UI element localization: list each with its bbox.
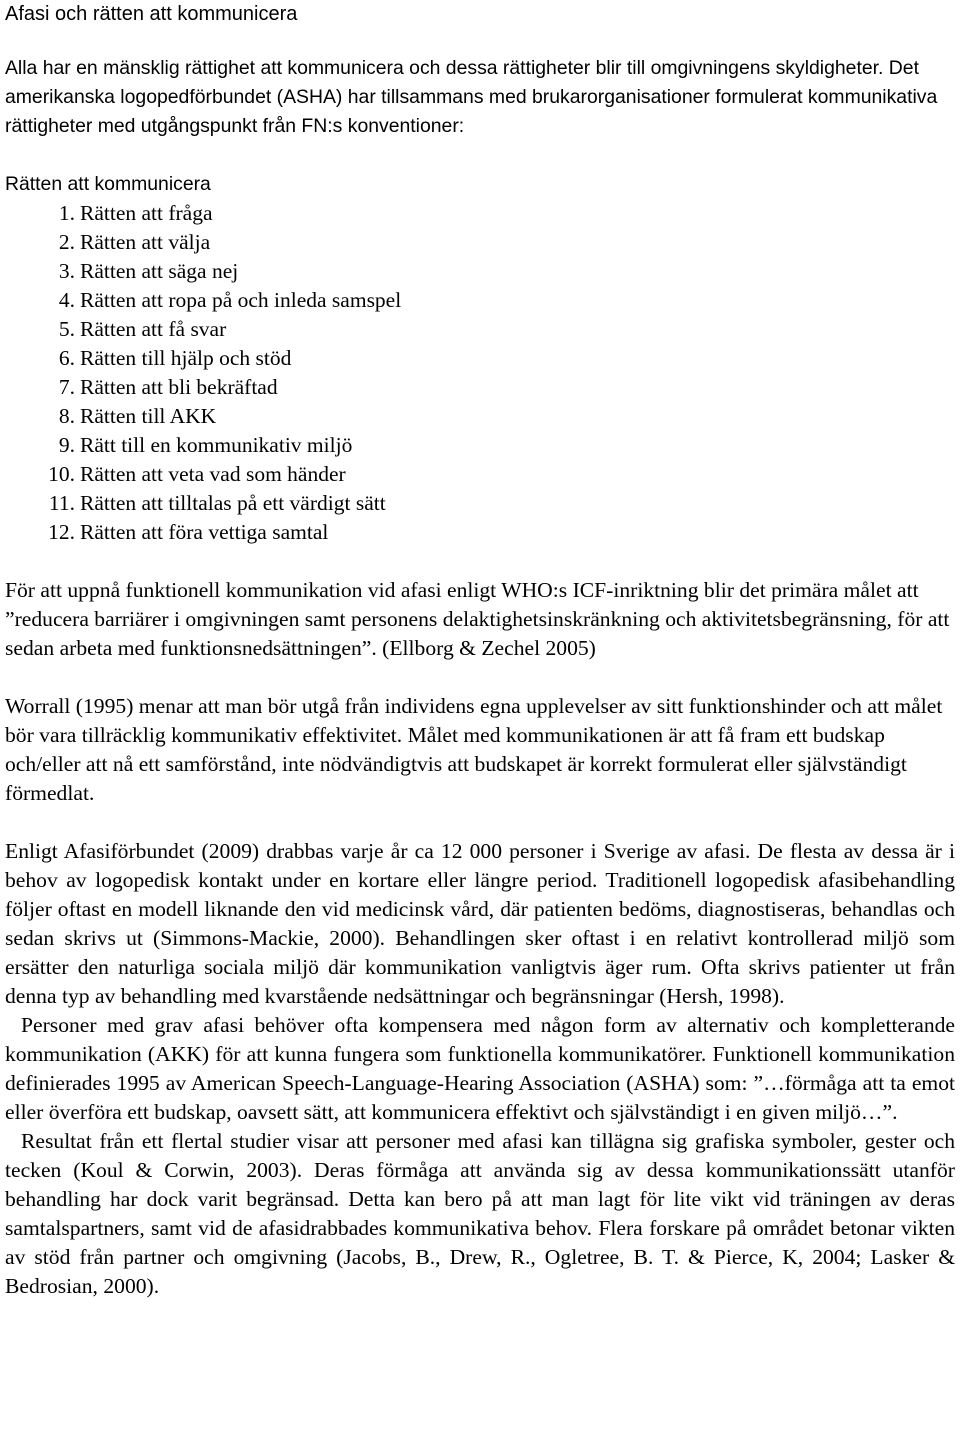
list-item-number: 8. xyxy=(58,404,75,428)
list-item-text: Rätten att välja xyxy=(80,230,211,254)
list-item xyxy=(5,402,955,431)
list-item-number: 6. xyxy=(58,346,75,370)
list-item xyxy=(5,431,955,460)
list-item xyxy=(5,228,955,257)
document-page xyxy=(5,0,955,1301)
afasiforbundet-paragraph: Enligt Afasiförbundet (2009) drabbas varje år ca 12 000 personer i Sverige av afasi. De flesta av dessa är i behov av logopedisk kontakt under en kortare eller längre period. Traditionell logopedisk afasibehandling följer oftast en modell liknande den vid medicinsk vård, där patienten bedöms, diagnostiseras, behandlas och sedan skrivs ut (Simmons-Mackie, 2000). Behandlingen sker oftast i en relativt kontrollerad miljö som ersätter den naturliga sociala miljö där kommunikation vanligtvis äger rum. Ofta skrivs patienter ut från denna typ av behandling med kvarstående nedsättningar och begränsningar (Hersh, 1998). xyxy=(5,839,955,1008)
list-item-text: Rätten att säga nej xyxy=(80,259,239,283)
akk-paragraph: Personer med grav afasi behöver ofta kompensera med någon form av alternativ och kompletterande kommunikation (AKK) för att kunna fungera som funktionella kommunikatörer. Funktionell kommunikation definierades 1995 av American Speech-Language-Hearing Association (ASHA) som: ”…förmåga att ta emot eller överföra ett budskap, oavsett sätt, att kommunicera effektivt och självständigt i en given miljö…”. xyxy=(5,1013,955,1124)
list-item-text: Rätten att fråga xyxy=(80,201,213,225)
list-item-text: Rätten att tilltalas på ett värdigt sätt xyxy=(80,491,386,515)
list-item xyxy=(5,460,955,489)
list-item-text: Rätten att få svar xyxy=(80,317,227,341)
list-item-number: 10. xyxy=(48,462,75,486)
list-item xyxy=(5,489,955,518)
list-item-number: 7. xyxy=(58,375,75,399)
list-item xyxy=(5,373,955,402)
list-item-text: Rätten till AKK xyxy=(80,404,217,428)
list-item xyxy=(5,518,955,547)
icf-paragraph: För att uppnå funktionell kommunikation vid afasi enligt WHO:s ICF-inriktning blir det primära målet att ”reducera barriärer i omgivningen samt personens delaktighetsinskränkning och aktivitetsbegränsning, för att sedan arbeta med funktionsnedsättningen”. (Ellborg & Zechel 2005) xyxy=(5,578,950,660)
list-item-text: Rätt till en kommunikativ miljö xyxy=(80,433,353,457)
intro-paragraph: Alla har en mänsklig rättighet att kommunicera och dessa rättigheter blir till omgivningens skyldigheter. Det amerikanska logopedförbundet (ASHA) har tillsammans med brukarorganisationer formulerat kommunikativa rättigheter med utgångspunkt från FN:s konventioner: xyxy=(5,57,938,137)
list-item-number: 4. xyxy=(58,288,75,312)
list-item-number: 9. xyxy=(58,433,75,457)
list-item-text: Rätten att föra vettiga samtal xyxy=(80,520,329,544)
list-item xyxy=(5,344,955,373)
list-item xyxy=(5,257,955,286)
list-item xyxy=(5,199,955,228)
resultat-paragraph: Resultat från ett flertal studier visar att personer med afasi kan tillägna sig grafiska symboler, gester och tecken (Koul & Corwin, 2003). Deras förmåga att använda sig av dessa kommunikationssätt utanför behandling har dock varit begränsad. Detta kan bero på att man lagt för lite vikt vid träningen av deras samtalspartners, samt vid de afasidrabbades kommunikativa behov. Flera forskare på området betonar vikten av stöd från partner och omgivning (Jacobs, B., Drew, R., Ogletree, B. T. & Pierce, K, 2004; Lasker & Bedrosian, 2000). xyxy=(5,1129,955,1298)
worrall-paragraph: Worrall (1995) menar att man bör utgå från individens egna upplevelser av sitt funktionshinder och att målet bör vara tillräcklig kommunikativ effektivitet. Målet med kommunikationen är att få fram ett budskap och/eller att nå ett samförstånd, inte nödvändigtvis att budskapet är korrekt formulerat eller självständigt förmedlat. xyxy=(5,694,943,805)
list-item xyxy=(5,315,955,344)
list-item-text: Rätten att ropa på och inleda samspel xyxy=(80,288,402,312)
list-item-number: 12. xyxy=(48,520,75,544)
list-item-number: 2. xyxy=(58,230,75,254)
list-item-text: Rätten att bli bekräftad xyxy=(80,375,278,399)
document-title: Afasi och rätten att kommunicera xyxy=(5,3,298,25)
list-item-text: Rätten till hjälp och stöd xyxy=(80,346,292,370)
list-item-number: 5. xyxy=(58,317,75,341)
list-item-text: Rätten att veta vad som händer xyxy=(80,462,346,486)
list-item-number: 1. xyxy=(58,201,75,225)
rights-list xyxy=(5,199,955,547)
list-item-number: 11. xyxy=(48,491,75,515)
list-item xyxy=(5,286,955,315)
rights-list-heading: Rätten att kommunicera xyxy=(5,173,211,195)
list-item-number: 3. xyxy=(58,259,75,283)
